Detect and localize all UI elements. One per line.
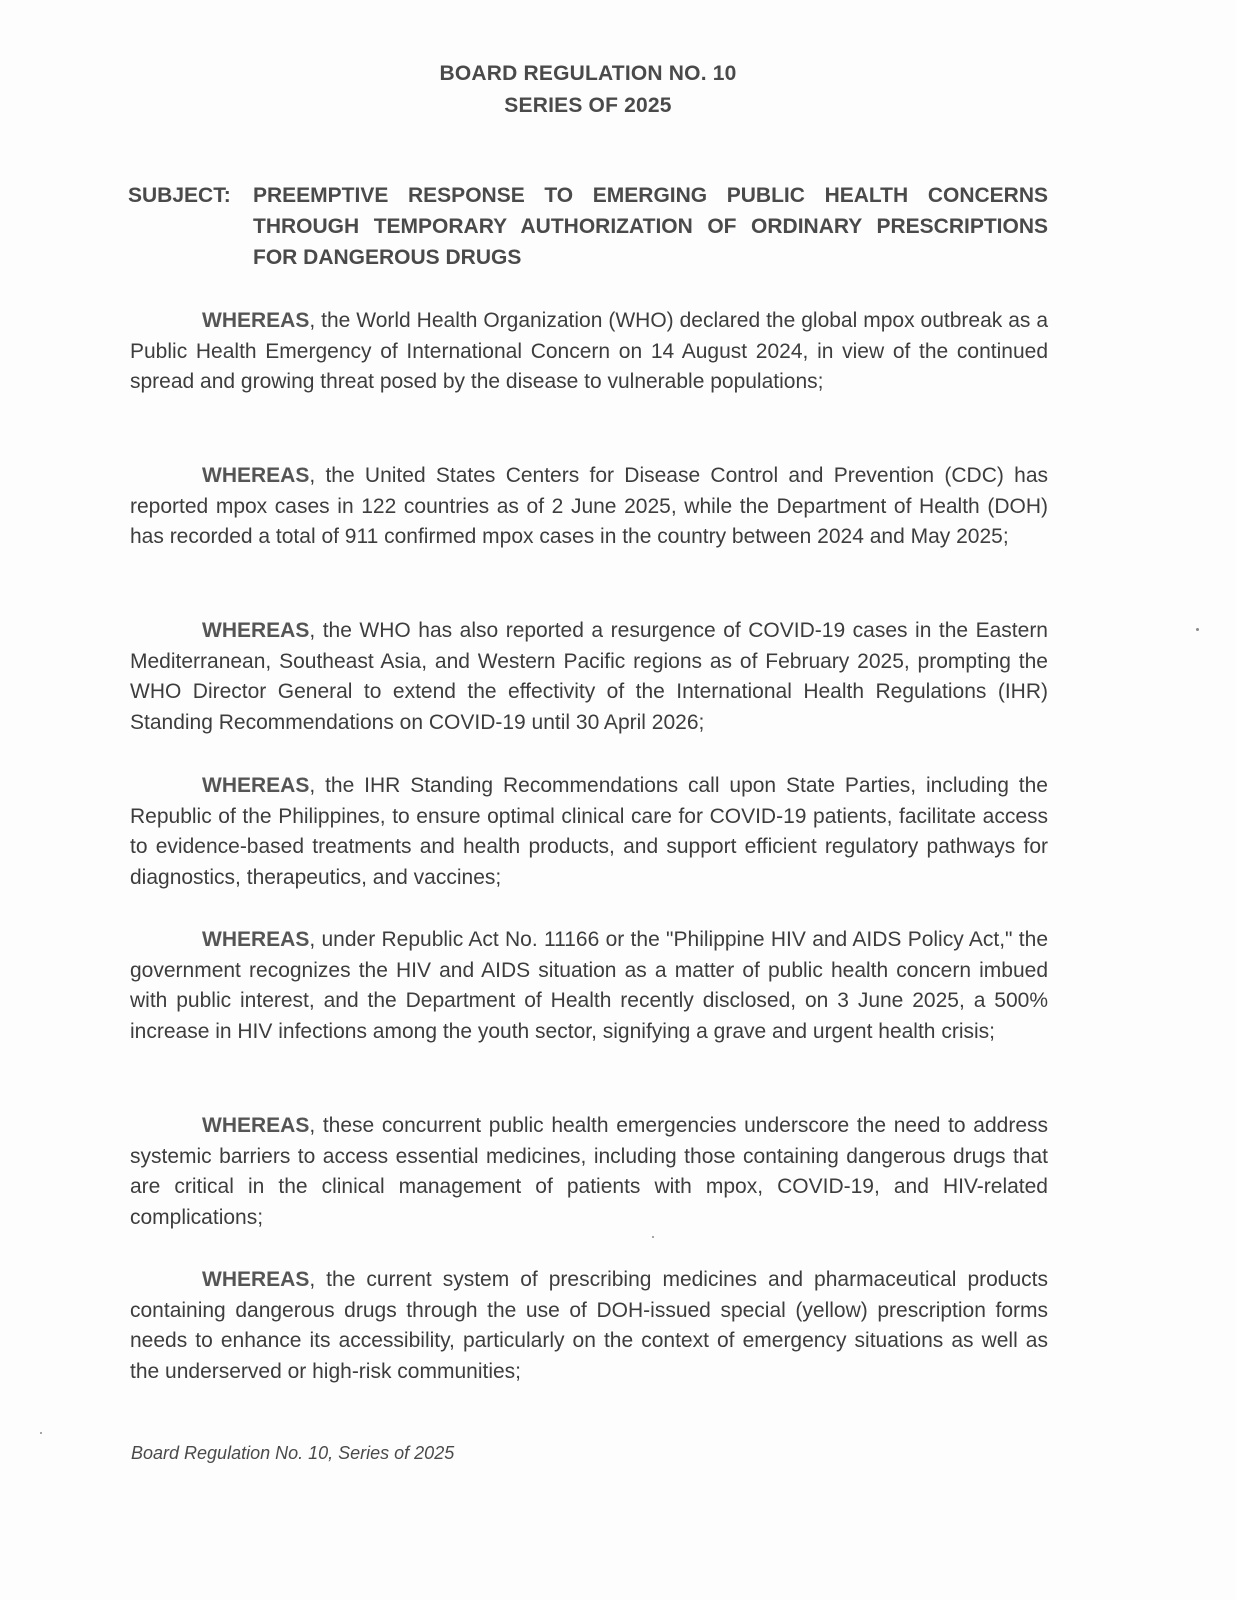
regulation-number: BOARD REGULATION NO. 10 xyxy=(439,62,737,85)
page-footer: Board Regulation No. 10, Series of 2025 xyxy=(131,1443,455,1463)
whereas-paragraph-1 xyxy=(130,306,1048,398)
paragraph-text: , the WHO has also reported a resurgence of COVID-19 cases in the Eastern Mediterranean, Southeast Asia, and Western Pacific regions as of February 2025, prompting the WHO Director General to extend the effectivity of the International Health Regulations (IHR) Standing Recommendations on COVID-19 until 30 April 2026; xyxy=(130,619,1048,734)
paragraph-text: , under Republic Act No. 11166 or the "Philippine HIV and AIDS Policy Act," the government recognizes the HIV and AIDS situation as a matter of public health concern imbued with public interest, and the Department of Health recently disclosed, on 3 June 2025, a 500% increase in HIV infections among the youth sector, signifying a grave and urgent health crisis; xyxy=(130,928,1048,1043)
scan-speck xyxy=(40,1432,42,1434)
whereas-keyword: WHEREAS xyxy=(202,1114,310,1137)
regulation-series: SERIES OF 2025 xyxy=(504,94,672,117)
whereas-keyword: WHEREAS xyxy=(202,774,310,797)
whereas-keyword: WHEREAS xyxy=(202,928,310,951)
subject-text: PREEMPTIVE RESPONSE TO EMERGING PUBLIC HEALTH CONCERNS THROUGH TEMPORARY AUTHORIZATION OF ORDINARY PRESCRIPTIONS FOR DANGEROUS DRUGS xyxy=(253,184,1048,269)
subject-block xyxy=(128,180,1048,273)
whereas-keyword: WHEREAS xyxy=(202,619,310,642)
subject-label: SUBJECT: xyxy=(128,184,231,207)
whereas-paragraph-5 xyxy=(130,925,1048,1047)
paragraph-text: , the current system of prescribing medicines and pharmaceutical products containing dangerous drugs through the use of DOH-issued special (yellow) prescription forms needs to enhance its accessibility, particularly on the context of emergency situations as well as the underserved or high-risk communities; xyxy=(130,1268,1048,1383)
whereas-keyword: WHEREAS xyxy=(202,464,310,487)
paragraph-text: , the World Health Organization (WHO) declared the global mpox outbreak as a Public Health Emergency of International Concern on 14 August 2024, in view of the continued spread and growing threat posed by the disease to vulnerable populations; xyxy=(130,309,1048,393)
whereas-paragraph-7 xyxy=(130,1265,1048,1387)
paragraph-text: , these concurrent public health emergencies underscore the need to address systemic barriers to access essential medicines, including those containing dangerous drugs that are critical in the clinical management of patients with mpox, COVID-19, and HIV-related complications; xyxy=(130,1114,1048,1229)
paragraph-text: , the United States Centers for Disease Control and Prevention (CDC) has reported mpox cases in 122 countries as of 2 June 2025, while the Department of Health (DOH) has recorded a total of 911 confirmed mpox cases in the country between 2024 and May 2025; xyxy=(130,464,1048,548)
document-header xyxy=(0,58,1176,122)
whereas-paragraph-3 xyxy=(130,616,1048,738)
whereas-paragraph-6 xyxy=(130,1111,1048,1233)
paragraph-text: , the IHR Standing Recommendations call upon State Parties, including the Republic of the Philippines, to ensure optimal clinical care for COVID-19 patients, facilitate access to evidence-based treatments and health products, and support efficient regulatory pathways for diagnostics, therapeutics, and vaccines; xyxy=(130,774,1048,889)
scan-speck xyxy=(652,1236,654,1238)
whereas-keyword: WHEREAS xyxy=(202,1268,310,1291)
whereas-paragraph-2 xyxy=(130,461,1048,553)
scan-speck xyxy=(1196,628,1199,631)
whereas-paragraph-4 xyxy=(130,771,1048,893)
whereas-keyword: WHEREAS xyxy=(202,309,310,332)
